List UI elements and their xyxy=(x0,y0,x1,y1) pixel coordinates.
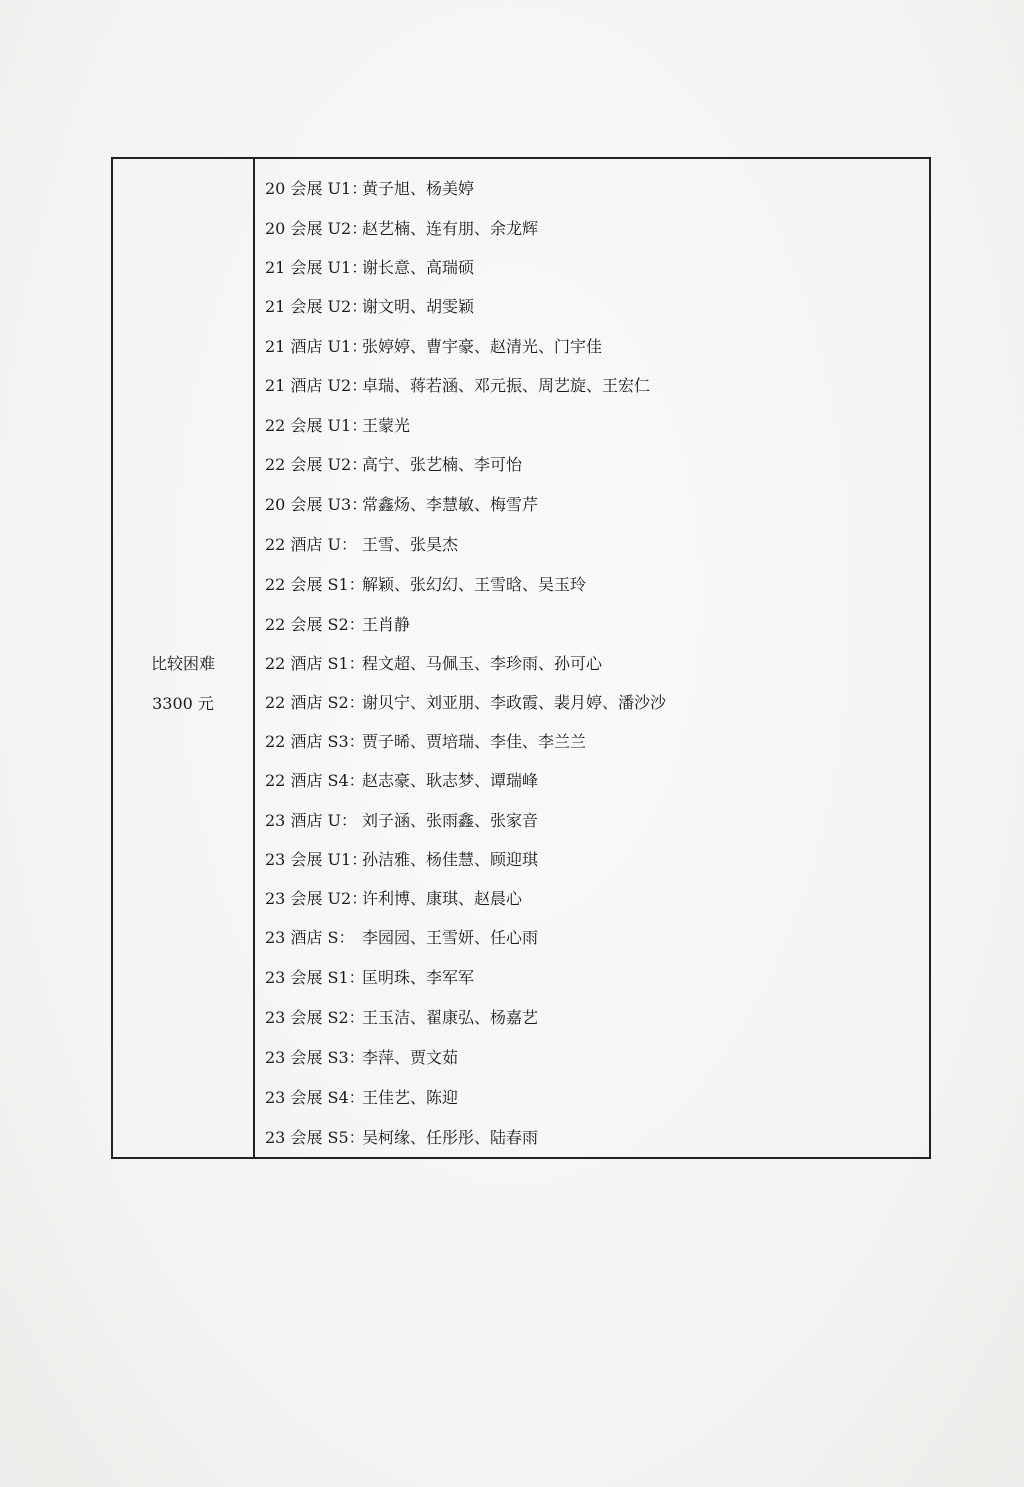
list-item xyxy=(265,453,522,477)
list-item xyxy=(265,926,538,950)
class-label: 23 会展 U2： xyxy=(265,889,368,908)
class-label: 22 酒店 S3： xyxy=(265,732,365,751)
class-label: 22 酒店 S4： xyxy=(265,771,365,790)
assistance-table xyxy=(111,157,931,1159)
class-label: 21 会展 U2： xyxy=(265,297,368,316)
class-label: 23 会展 S5： xyxy=(265,1128,365,1147)
student-names: 孙洁雅、杨佳慧、顾迎琪 xyxy=(362,850,539,869)
list-item xyxy=(265,848,538,872)
list-item xyxy=(265,533,458,557)
class-label: 22 会展 S2： xyxy=(265,615,365,634)
student-names: 贾子晞、贾培瑞、李佳、李兰兰 xyxy=(362,732,587,751)
student-names: 程文超、马佩玉、李珍雨、孙可心 xyxy=(362,654,603,673)
student-names: 高宁、张艺楠、李可怡 xyxy=(362,455,523,474)
class-label: 22 会展 U2： xyxy=(265,455,368,474)
class-label: 22 酒店 U： xyxy=(265,535,358,554)
class-label: 23 会展 U1： xyxy=(265,850,368,869)
class-label: 21 酒店 U2： xyxy=(265,376,368,395)
class-student-list xyxy=(255,159,929,1157)
class-label: 20 会展 U2： xyxy=(265,219,368,238)
student-names: 王佳艺、陈迎 xyxy=(362,1088,459,1107)
class-label: 21 酒店 U1： xyxy=(265,337,368,356)
student-names: 王玉洁、翟康弘、杨嘉艺 xyxy=(362,1008,539,1027)
list-item xyxy=(265,613,410,637)
class-label: 21 会展 U1： xyxy=(265,258,368,277)
student-names: 张婷婷、曹宇豪、赵清光、门宇佳 xyxy=(362,337,603,356)
student-names: 赵艺楠、连有朋、余龙辉 xyxy=(362,219,539,238)
class-label: 20 会展 U1： xyxy=(265,179,368,198)
list-item xyxy=(265,256,474,280)
list-item xyxy=(265,374,650,398)
student-names: 许利博、康琪、赵晨心 xyxy=(362,889,523,908)
student-names: 卓瑞、蒋若涵、邓元振、周艺旋、王宏仁 xyxy=(362,376,651,395)
list-item xyxy=(265,177,474,201)
student-names: 谢文明、胡雯颖 xyxy=(362,297,475,316)
class-label: 23 会展 S1： xyxy=(265,968,365,987)
student-names: 刘子涵、张雨鑫、张家音 xyxy=(362,811,539,830)
student-names: 李园园、王雪妍、任心雨 xyxy=(362,928,539,947)
list-item xyxy=(265,217,538,241)
class-label: 23 会展 S4： xyxy=(265,1088,365,1107)
student-names: 王肖静 xyxy=(362,615,411,634)
list-item xyxy=(265,493,538,517)
list-item xyxy=(265,966,474,990)
student-names: 吴柯缘、任彤彤、陆春雨 xyxy=(362,1128,539,1147)
class-label: 22 酒店 S2： xyxy=(265,693,365,712)
list-item xyxy=(265,1046,458,1070)
class-label: 23 会展 S2： xyxy=(265,1008,365,1027)
class-label: 23 酒店 U： xyxy=(265,811,358,830)
student-names: 解颖、张幻幻、王雪晗、吴玉玲 xyxy=(362,575,587,594)
student-names: 王雪、张昊杰 xyxy=(362,535,459,554)
list-item xyxy=(265,1006,538,1030)
list-item xyxy=(265,769,538,793)
difficulty-category-cell xyxy=(113,159,255,1157)
student-names: 匡明珠、李军军 xyxy=(362,968,475,987)
class-label: 22 会展 U1： xyxy=(265,416,368,435)
class-label: 23 会展 S3： xyxy=(265,1048,365,1067)
class-label: 23 酒店 S： xyxy=(265,928,355,947)
list-item xyxy=(265,573,586,597)
class-label: 20 会展 U3： xyxy=(265,495,368,514)
student-names: 谢贝宁、刘亚朋、李政霞、裴月婷、潘沙沙 xyxy=(362,693,667,712)
student-names: 李萍、贾文茹 xyxy=(362,1048,459,1067)
list-item xyxy=(265,295,474,319)
student-names: 黄子旭、杨美婷 xyxy=(362,179,475,198)
difficulty-level: 比较困难 xyxy=(150,654,215,673)
list-item xyxy=(265,730,586,754)
student-names: 常鑫炀、李慧敏、梅雪芹 xyxy=(362,495,539,514)
list-item xyxy=(265,1126,538,1150)
student-names: 赵志豪、耿志梦、谭瑞峰 xyxy=(362,771,539,790)
student-names: 王蒙光 xyxy=(362,416,411,435)
subsidy-amount: 3300 元 xyxy=(152,694,214,713)
list-item xyxy=(265,414,410,438)
student-names: 谢长意、高瑞硕 xyxy=(362,258,475,277)
class-label: 22 会展 S1： xyxy=(265,575,365,594)
list-item xyxy=(265,1086,458,1110)
list-item xyxy=(265,691,666,715)
list-item xyxy=(265,887,522,911)
list-item xyxy=(265,335,602,359)
list-item xyxy=(265,652,602,676)
list-item xyxy=(265,809,538,833)
class-label: 22 酒店 S1： xyxy=(265,654,365,673)
